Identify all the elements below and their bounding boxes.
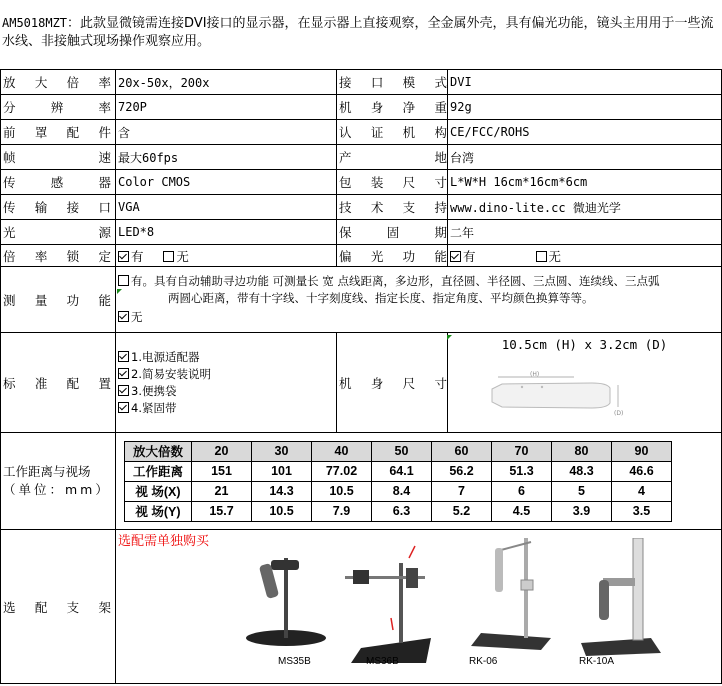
standard-label: 标 准 配 置 [3,375,111,391]
working-row [1,433,722,530]
wd-cell: 3.5 [612,501,672,521]
spec-row [1,170,722,195]
wd-cell: 5.2 [432,501,492,521]
stand-model-label: MS35B [278,656,311,667]
measure-yes-text2: 两圆心距离，带有十字线、十字刻度线、指定长度、指定角度、平均颜色换算等等。 [168,291,594,305]
spec-row [1,120,722,145]
stand-model-label: RK-06 [469,656,498,667]
accessory-item: 3.便携袋 [131,383,177,398]
wd-cell: 46.6 [612,461,672,481]
accessory-checkbox[interactable] [118,351,129,362]
lock-no-label: 无 [176,248,189,264]
lock-label: 倍 率 锁 定 [3,248,111,264]
wd-cell: 3.9 [552,501,612,521]
spec-label: 光 源 [3,225,111,240]
wd-cell: 64.1 [372,461,432,481]
model-code: AM5018MZT [2,16,68,30]
spec-label: 前 罩 配 件 [3,125,111,140]
body-size-cell [448,333,722,433]
wd-cell: 151 [192,461,252,481]
spec-value: 含 [116,120,337,145]
polar-no-checkbox[interactable] [536,251,547,262]
accessory-item: 2.简易安装说明 [131,366,211,381]
accessory-checkbox[interactable] [118,385,129,396]
wd-cell: 7.9 [312,501,372,521]
wd-cell: 7 [432,481,492,501]
body-size-label: 机 身 尺 寸 [339,375,447,391]
spec-label: 帧 速 [3,150,111,165]
stands-label: 选 配 支 架 [3,599,111,615]
measure-row [1,267,722,333]
spec-label: 传 感 器 [3,175,111,190]
working-label: 工作距离与视场 [3,464,91,479]
lock-yes-label: 有 [131,248,144,264]
wd-mag: 20 [192,441,252,461]
wd-cell: 10.5 [312,481,372,501]
spec-row [1,145,722,170]
spec-value: 92g [448,95,722,120]
working-unit: （单位：mm） [3,482,111,497]
microscope-diagram [482,371,632,423]
spec-label: 认 证 机 构 [339,125,447,140]
wd-row-name: 视 场(X) [125,481,192,501]
stands-row [1,530,722,684]
spec-label: 传 输 接 口 [3,200,111,215]
spec-value: DVI [448,70,722,95]
intro-text: ：此款显微镜需连接DVI接口的显示器，在显示器上直接观察，全金属外壳，具有偏光功能，镜头主用用于一些流水线、非接触式现场操作观察应用。 [2,16,714,49]
measure-label: 测 量 功 能 [3,292,111,308]
spec-row [1,95,722,120]
wd-header: 放大倍数 [125,441,192,461]
standard-row [1,333,722,433]
spec-value: 台湾 [448,145,722,170]
spec-label: 机 身 净 重 [339,100,447,115]
spec-row [1,245,722,267]
measure-yes-text: 有。具有自动辅助寻边功能 可测量长 宽 点线距离，多边形，直径圆、半径圆、三点圆、连续线、三点弧 [131,274,660,288]
accessory-item: 4.紧固带 [131,400,177,415]
working-distance-table [124,441,672,522]
polar-no-label: 无 [548,248,562,264]
wd-cell: 21 [192,481,252,501]
spec-label: 产 地 [339,150,447,165]
spec-value: L*W*H 16cm*16cm*6cm [448,170,722,195]
wd-cell: 51.3 [492,461,552,481]
wd-cell: 4.5 [492,501,552,521]
polar-yes-checkbox[interactable] [450,251,461,262]
spec-table [0,69,722,684]
accessory-checkbox[interactable] [118,402,129,413]
spec-value: VGA [116,195,337,220]
wd-cell: 6.3 [372,501,432,521]
spec-value: www.dino-lite.cc 微迪光学 [448,195,722,220]
cell-marker [117,289,122,294]
stand-model-label: RK-10A [579,656,615,667]
stands-cell [116,530,722,684]
body-dims: 10.5cm (H) x 3.2cm (D) [501,337,668,352]
spec-value: Color CMOS [116,170,337,195]
measure-no-checkbox[interactable] [118,311,129,322]
svg-text:(H): (H) [530,371,540,378]
wd-mag: 70 [492,441,552,461]
wd-cell: 10.5 [252,501,312,521]
wd-cell: 5 [552,481,612,501]
spec-value: LED*8 [116,220,337,245]
wd-row-name: 视 场(Y) [125,501,192,521]
wd-cell: 8.4 [372,481,432,501]
wd-mag: 40 [312,441,372,461]
spec-label: 分 辨 率 [3,100,111,115]
polar-yes-label: 有 [463,248,476,264]
spec-value: CE/FCC/ROHS [448,120,722,145]
wd-cell: 48.3 [552,461,612,481]
measure-no-text: 无 [131,310,143,324]
wd-cell: 14.3 [252,481,312,501]
cell-marker [447,335,452,340]
spec-value: 最大60fps [116,145,337,170]
spec-row [1,70,722,95]
lock-yes-checkbox[interactable] [118,251,129,262]
spec-label: 接 口 模 式 [339,75,447,90]
wd-cell: 6 [492,481,552,501]
wd-mag: 80 [552,441,612,461]
wd-cell: 77.02 [312,461,372,481]
lock-no-checkbox[interactable] [163,251,174,262]
accessory-checkbox[interactable] [118,368,129,379]
spec-row [1,195,722,220]
wd-mag: 50 [372,441,432,461]
spec-value: 20x-50x，200x [116,70,337,95]
accessory-item: 1.电源适配器 [131,349,200,364]
spec-label: 包 装 尺 寸 [339,175,447,190]
intro-paragraph [2,14,720,51]
polar-label: 偏 光 功 能 [339,248,447,264]
spec-label: 放 大 倍 率 [3,75,111,90]
svg-text:(D): (D) [614,410,624,417]
wd-mag: 30 [252,441,312,461]
stands-note: 选配需单独购买 [118,534,210,549]
wd-cell: 101 [252,461,312,481]
measure-yes-checkbox[interactable] [118,275,129,286]
wd-cell: 15.7 [192,501,252,521]
wd-cell: 56.2 [432,461,492,481]
wd-mag: 60 [432,441,492,461]
spec-value: 720P [116,95,337,120]
spec-label: 技 术 支 持 [339,200,447,215]
wd-cell: 4 [612,481,672,501]
spec-value: 二年 [448,220,722,245]
wd-mag: 90 [612,441,672,461]
wd-row-name: 工作距离 [125,461,192,481]
stand-model-label: MS36B [366,656,399,667]
spec-label: 保 固 期 [339,225,447,240]
spec-row [1,220,722,245]
stands-photos [241,538,681,668]
